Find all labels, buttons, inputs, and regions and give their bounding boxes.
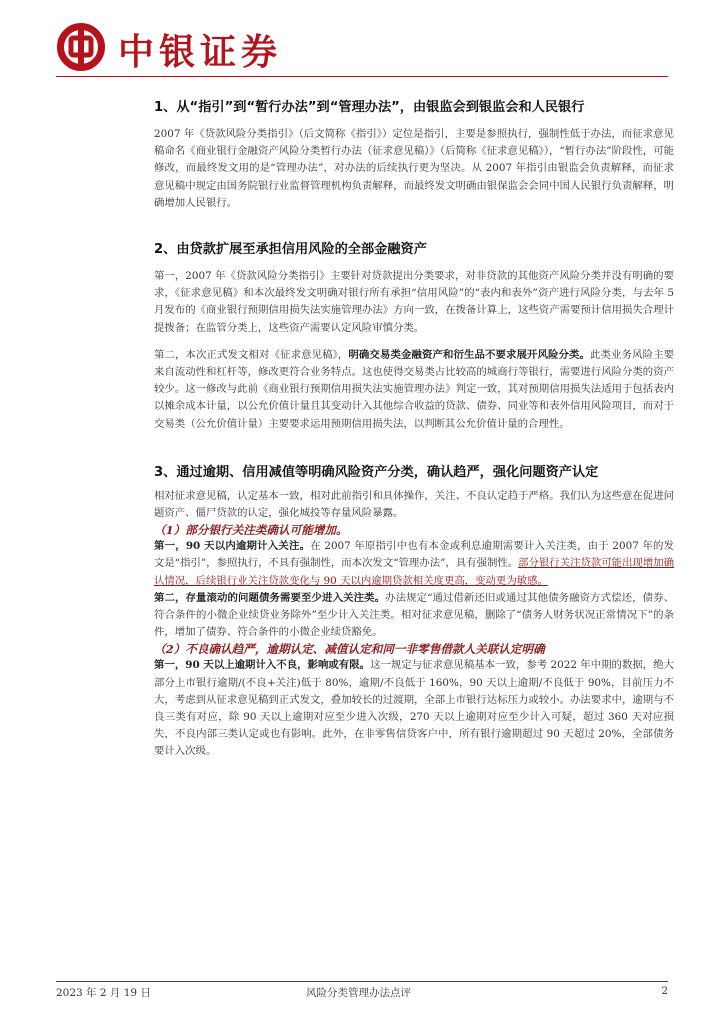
paragraph-text: 在 2007 年原指引中也有本金或利息逾期需要计入关注类，由于 2007 年的发文是“指引”，参照执行，不具有强制性，而本次发文“管理办法”，具有强制性。 bbox=[154, 540, 674, 570]
section-2-paragraph-1: 第一，2007 年《贷款风险分类指引》主要针对贷款提出分类要求，对非贷款的其他资产风险分类并没有明确的要求，《征求意见稿》和本次最终发文明确对银行所有承担“信用风险”的“表内和表外”资产进行风险分类，与去年 5 月发布的《商业银行预期信用损失法实施管理办法》方向一致，在拨备计算上，这些资产需要预计信用损失合理计提拨备；在监管分类上，这些资产需要认定风险审慎分类。 bbox=[154, 270, 674, 334]
brand-name: 中银证券 bbox=[118, 32, 283, 73]
section-2-title: 2、由贷款扩展至承担信用风险的全部金融资产 bbox=[154, 242, 427, 258]
section-2-paragraph-2 bbox=[154, 347, 674, 433]
bank-of-china-logo-icon bbox=[56, 22, 106, 72]
header-divider bbox=[56, 76, 668, 77]
section-3 bbox=[154, 461, 674, 761]
section-3-title: 3、通过逾期、信用减值等明确风险资产分类，确认趋严，强化问题资产认定 bbox=[154, 464, 599, 480]
paragraph-text: 办法规定“通过借新还旧或通过其他债务融资方式偿还，债券、符合条件的小微企业续贷业务除外”至少计入关注类。相对征求意见稿，删除了“债务人财务状况正常情况下”的条件，增加了债券、符合条件的小微企业续贷豁免。 bbox=[154, 591, 675, 639]
subsection-1-paragraph-2 bbox=[154, 590, 674, 642]
paragraph-text: 第二，本次正式发文相对《征求意见稿》， bbox=[154, 348, 349, 361]
section-1-paragraph: 2007 年《贷款风险分类指引》（后文简称《指引》）定位是指引，主要是参照执行，强制性低于办法，而征求意见稿命名《商业银行金融资产风险分类暂行办法（征求意见稿）》（后简称《征求意见稿》），“暂行办法”阶段性，可能修改，而最终发文用的是“管理办法”，对办法的后续执行更为坚决。从 2007 年指引由银监会负责解释，而征求意见稿中规定由国务院银行业监督管理机构负责解释，而最终发文明确由银保监会会同中国人民银行负责解释，明确增加人民银行。 bbox=[154, 128, 674, 209]
section-1-title: 1、从“指引”到“暂行办法”到“管理办法”，由银监会到银监会和人民银行 bbox=[154, 100, 585, 115]
report-body bbox=[154, 88, 674, 761]
footer-divider bbox=[56, 981, 668, 982]
section-1 bbox=[154, 96, 674, 212]
emphasis-text: 第一，90 天以上逾期计入不良，影响或有限。 bbox=[154, 659, 371, 672]
subsection-2-paragraph-1 bbox=[154, 657, 674, 760]
footer-report-title: 风险分类管理办法点评 bbox=[306, 987, 411, 999]
subsection-1-paragraph-1 bbox=[154, 538, 674, 590]
footer-date: 2023 年 2 月 19 日 bbox=[56, 987, 151, 999]
paragraph-text: 此类业务风险主要来自流动性和杠杆等，修改更符合业务特点。这也使得交易类占比较高的城商行等银行，需要进行风险分类的资产较少。这一修改与此前《商业银行预期信用损失法实施管理办法》判定一致，其对预期信用损失法适用于包括表内以摊余成本计量，以公允价值计量且其变动计入其他综合收益的贷款、债券、同业等和表外信用风险项目，而对于交易类（公允价值计量）主要要求运用预期信用损失法，以判断其公允价值计量的合理性。 bbox=[154, 348, 674, 430]
section-2 bbox=[154, 238, 674, 433]
page-number: 2 bbox=[661, 985, 668, 997]
paragraph-text: 这一规定与征求意见稿基本一致，参考 2022 年中期的数据，绝大部分上市银行逾期/(不良+关注)低于 80%，逾期/不良低于 160%，90 天以上逾期/不良低于 90%，目前压力不大，考虑到从征求意见稿到正式发文，叠加较长的过渡期，全部上市银行达标压力或较小。办法要求中，逾期与不良三类有对应，除 90 天以上逾期对应至少进入次级，270 天以上逾期对应至少计入可疑，超过 360 天对应损失，不良内部三类认定或也有影响。此外，在非零售信贷客户中，所有银行逾期超过 90 天超过 20%，全部债务要计入次级。 bbox=[154, 659, 675, 758]
underlined-text: 部分银行关注贷款可能出现增加确认情况，后续银行业关注贷款变化与 90 天以内逾期贷款相关度更高，变动更为敏感。 bbox=[154, 557, 674, 587]
emphasis-text: 明确交易类金融资产和衍生品不要求展开风险分类。 bbox=[348, 348, 591, 361]
emphasis-text: 第一，90 天以内逾期计入关注。 bbox=[154, 540, 311, 553]
subsection-1-title: （1）部分银行关注类确认可能增加。 bbox=[154, 523, 348, 538]
section-3-lead: 相对征求意见稿，认定基本一致，相对此前指引和具体操作，关注、不良认定趋于严格。我们认为这些意在促进问题资产、僵尸贷款的认定，强化城投等存量风险暴露。 bbox=[154, 489, 674, 520]
subsection-2-title: （2）不良确认趋严，逾期认定、减值认定和同一非零售借款人关联认定明确 bbox=[154, 642, 545, 657]
emphasis-text: 第二，存量滚动的问题债务需要至少进入关注类。 bbox=[154, 591, 386, 604]
